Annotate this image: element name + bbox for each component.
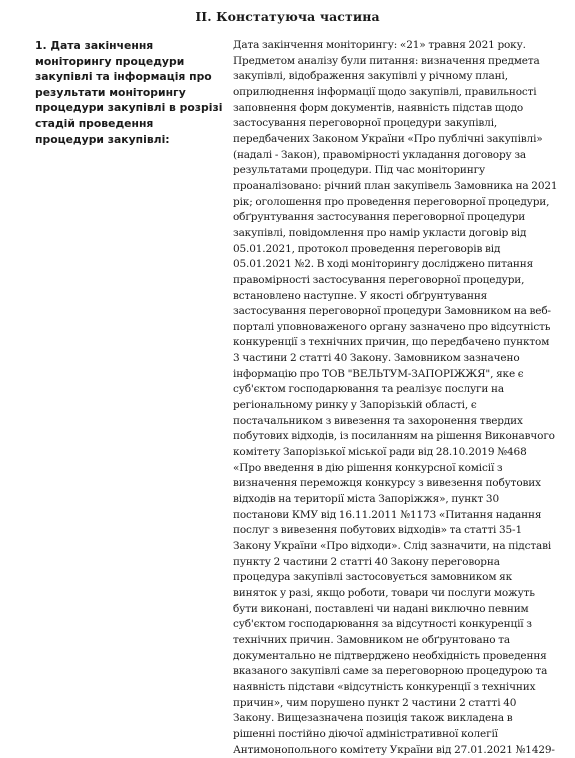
body-line: (надалі - Закон), правомірності укладання договору за — [233, 148, 527, 161]
body-line: технічних причин. Замовником не обґрунтовано та — [233, 633, 511, 646]
body-line: обґрунтування застосування переговорної процедури — [233, 211, 526, 224]
body-line: застосування переговорної процедури закупівлі, — [233, 117, 498, 130]
body-line: інформацію про ТОВ "ВЕЛЬТУМ-ЗАПОРІЖЖЯ", яке є — [233, 367, 524, 380]
body-line: відходів на території міста Запоріжжя», пункт 30 — [233, 493, 499, 506]
section-title: II. Констатуюча частина — [195, 9, 380, 24]
body-line: рік; оголошення про проведення переговорної процедури, — [233, 195, 550, 208]
body-line: пункту 2 частини 2 статті 40 Закону переговорна — [233, 555, 500, 568]
body-line: оприлюднення інформації щодо закупівлі, правильності — [233, 85, 537, 98]
body-line: «Про введення в дію рішення конкурсної комісії з — [233, 461, 503, 474]
body-line: Закону України «Про відходи». Слід зазначити, на підставі — [233, 540, 552, 552]
body-line: суб'єктом господарювання за відсутності конкуренції з — [233, 618, 532, 631]
body-line: правомірності застосування переговорної процедури, — [233, 273, 525, 286]
body-line: 05.01.2021 №2. В ході моніторингу досліджено питання — [233, 258, 534, 271]
body-line: результатами процедури. Під час моніторингу — [233, 164, 485, 177]
body-line: проаналізовано: річний план закупівель Замовника на 2021 — [233, 179, 558, 192]
body-line: передбачених Законом України «Про публічні закупівлі» — [233, 132, 543, 145]
body-line: визначення переможця конкурсу з вивезення побутових — [233, 477, 541, 490]
body-line: регіональному ринку у Запорізькій області, є — [233, 399, 477, 412]
body-line: побутових відходів, із посиланням на рішення Виконавчого — [233, 430, 555, 443]
body-line: комітету Запорізької міської ради від 28.10.2019 №468 — [233, 446, 527, 459]
body-line: Антимонопольного комітету України від 27.01.2021 №1429- — [233, 743, 555, 756]
body-line: заповнення форм документів, наявність підстав щодо — [233, 101, 524, 114]
body-line: наявність підстави «відсутність конкуренції з технічних — [233, 680, 536, 693]
section-label: 1. Дата закінчення моніторингу процедури закупівлі та інформація про результати моніторингу процедури закупівлі в розрізі стадій проведення процедури закупівлі: — [35, 39, 223, 146]
body-line: суб'єктом господарювання та реалізує послуги на — [233, 383, 504, 396]
body-line: постачальником з вивезення та захоронення твердих — [233, 414, 523, 427]
body-line: Закону. Вищезазначена позиція також викладена в — [233, 712, 513, 725]
body-line: встановлено наступне. У якості обґрунтування — [233, 289, 488, 302]
body-line: постанови КМУ від 16.11.2011 №1173 «Питання надання — [233, 508, 542, 521]
section-body — [233, 38, 558, 758]
body-line: причин», чим порушено пункт 2 частини 2 статті 40 — [233, 696, 517, 709]
body-line: бути виконані, поставлені чи надані виключно певним — [233, 602, 529, 615]
body-line: документально не підтверджено необхідність проведення — [233, 649, 547, 662]
body-line: конкуренції з технічних причин, що передбачено пунктом — [233, 336, 550, 349]
body-line: закупівлі, відображення закупівлі у річному плані, — [233, 70, 508, 83]
body-line: послуг з вивезення побутових відходів» та статті 35-1 — [233, 524, 522, 537]
body-line: 3 частини 2 статті 40 Закону. Замовником зазначено — [233, 352, 520, 365]
body-line: вказаного закупівлі саме за переговорною процедурою та — [233, 665, 548, 678]
body-line: 05.01.2021, протокол проведення переговорів від — [233, 242, 501, 255]
body-line: закупівлі, повідомлення про намір укласти договір від — [233, 226, 527, 239]
body-line: Дата закінчення моніторингу: «21» травня 2021 року. — [233, 39, 526, 51]
body-line: рішенні постійно діючої адміністративної колегії — [233, 727, 498, 740]
body-line: виняток у разі, якщо роботи, товари чи послуги можуть — [233, 586, 535, 599]
body-line: процедура закупівлі застосовується замовником як — [233, 571, 513, 584]
body-line: застосування переговорної процедури Замовником на веб- — [233, 305, 551, 318]
body-line: порталі уповноваженого органу зазначено про відсутність — [233, 320, 551, 333]
body-line: Предметом аналізу були питання: визначення предмета — [233, 54, 540, 67]
